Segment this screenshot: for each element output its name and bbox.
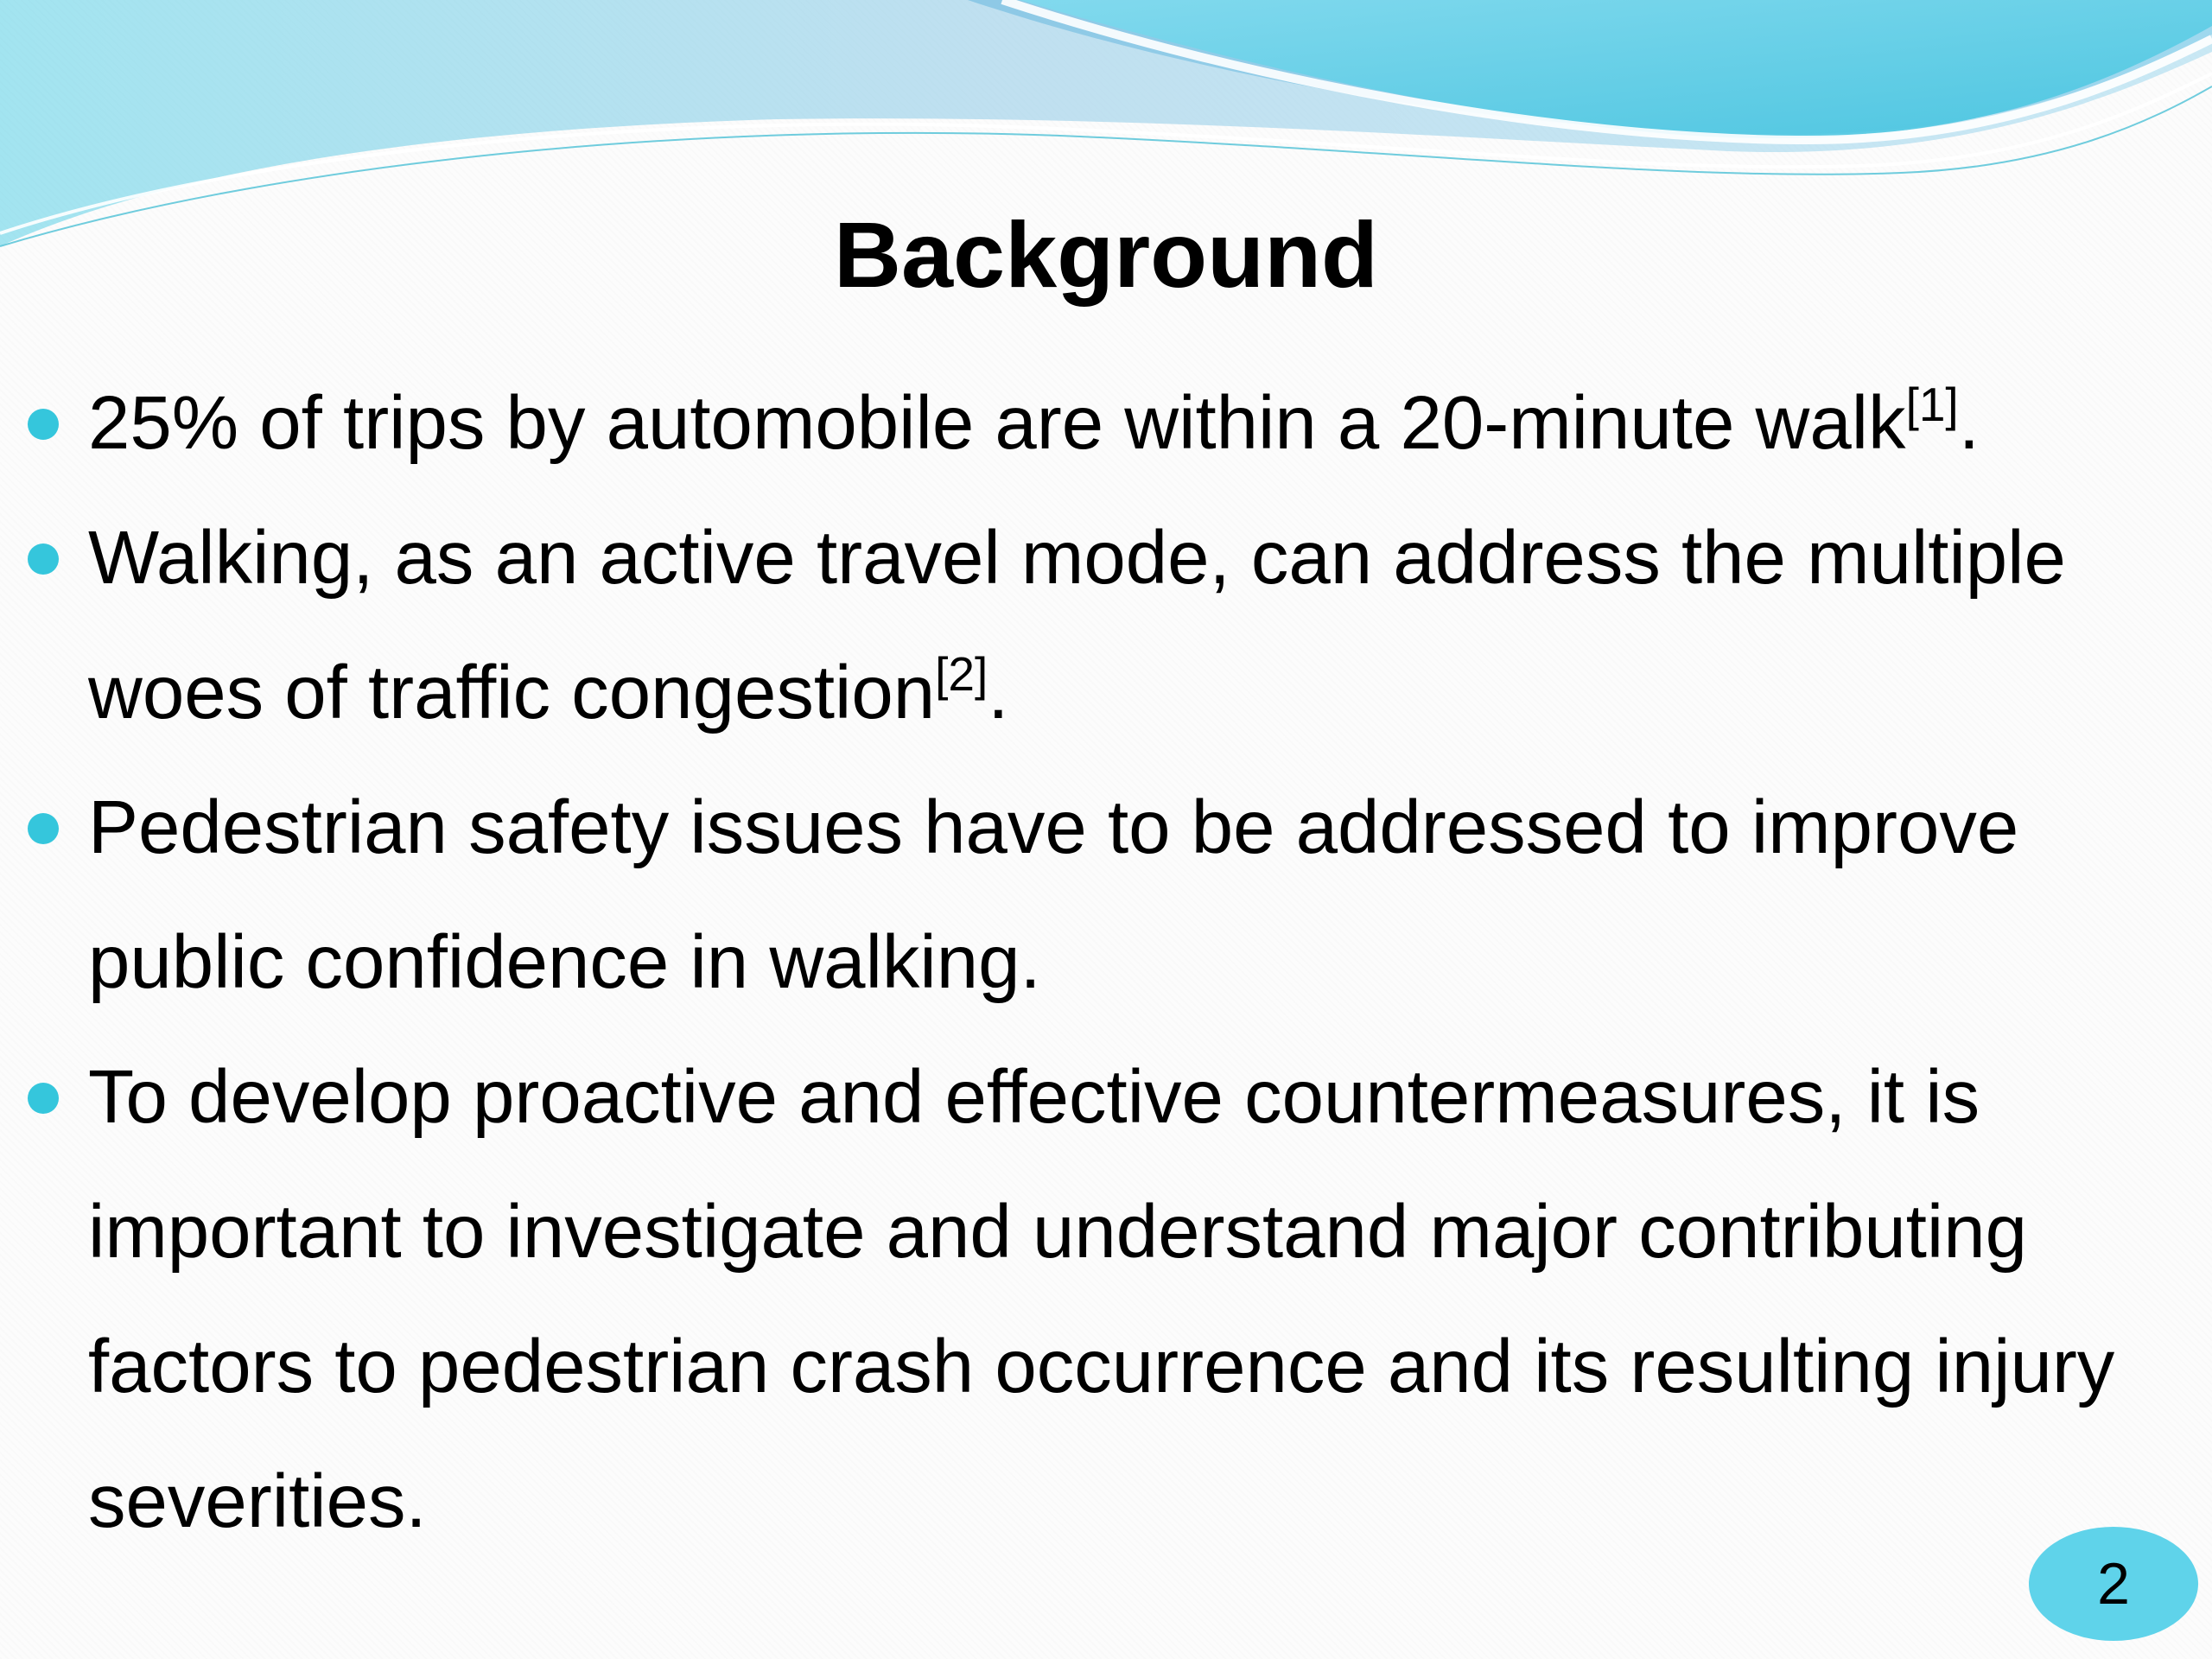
bullet-item [0,491,2212,760]
bullet-dot-icon [28,409,59,440]
bullet-dot-icon [28,1083,59,1114]
bullet-end: . [988,651,1009,734]
bullet-text: Walking, as an active travel mode, can address the multiple woes of traffic congestion [88,516,2066,734]
bullet-text: 25% of trips by automobile are within a 20-minute walk [88,381,1906,465]
bullet-text: Pedestrian safety issues have to be addressed to improve public confidence in walking. [88,785,2019,1004]
citation-reference: [2] [935,647,988,701]
slide-title: Background [833,202,1379,307]
bullet-dot-icon [28,543,59,575]
bullet-dot-icon [28,813,59,844]
bullet-end: . [1958,381,1980,465]
bullet-item [0,760,2212,1030]
citation-reference: [1] [1905,378,1959,431]
bullet-item [0,356,2212,491]
bullet-item [0,1030,2212,1569]
bullet-text: To develop proactive and effective countermeasures, it is important to investigate and understand major contributing factors to pedestrian crash occurrence and its resulting injury severities. [88,1055,2115,1543]
bullet-list [0,356,2212,1569]
page-number-badge [2029,1527,2198,1641]
page-number: 2 [2097,1551,2130,1617]
